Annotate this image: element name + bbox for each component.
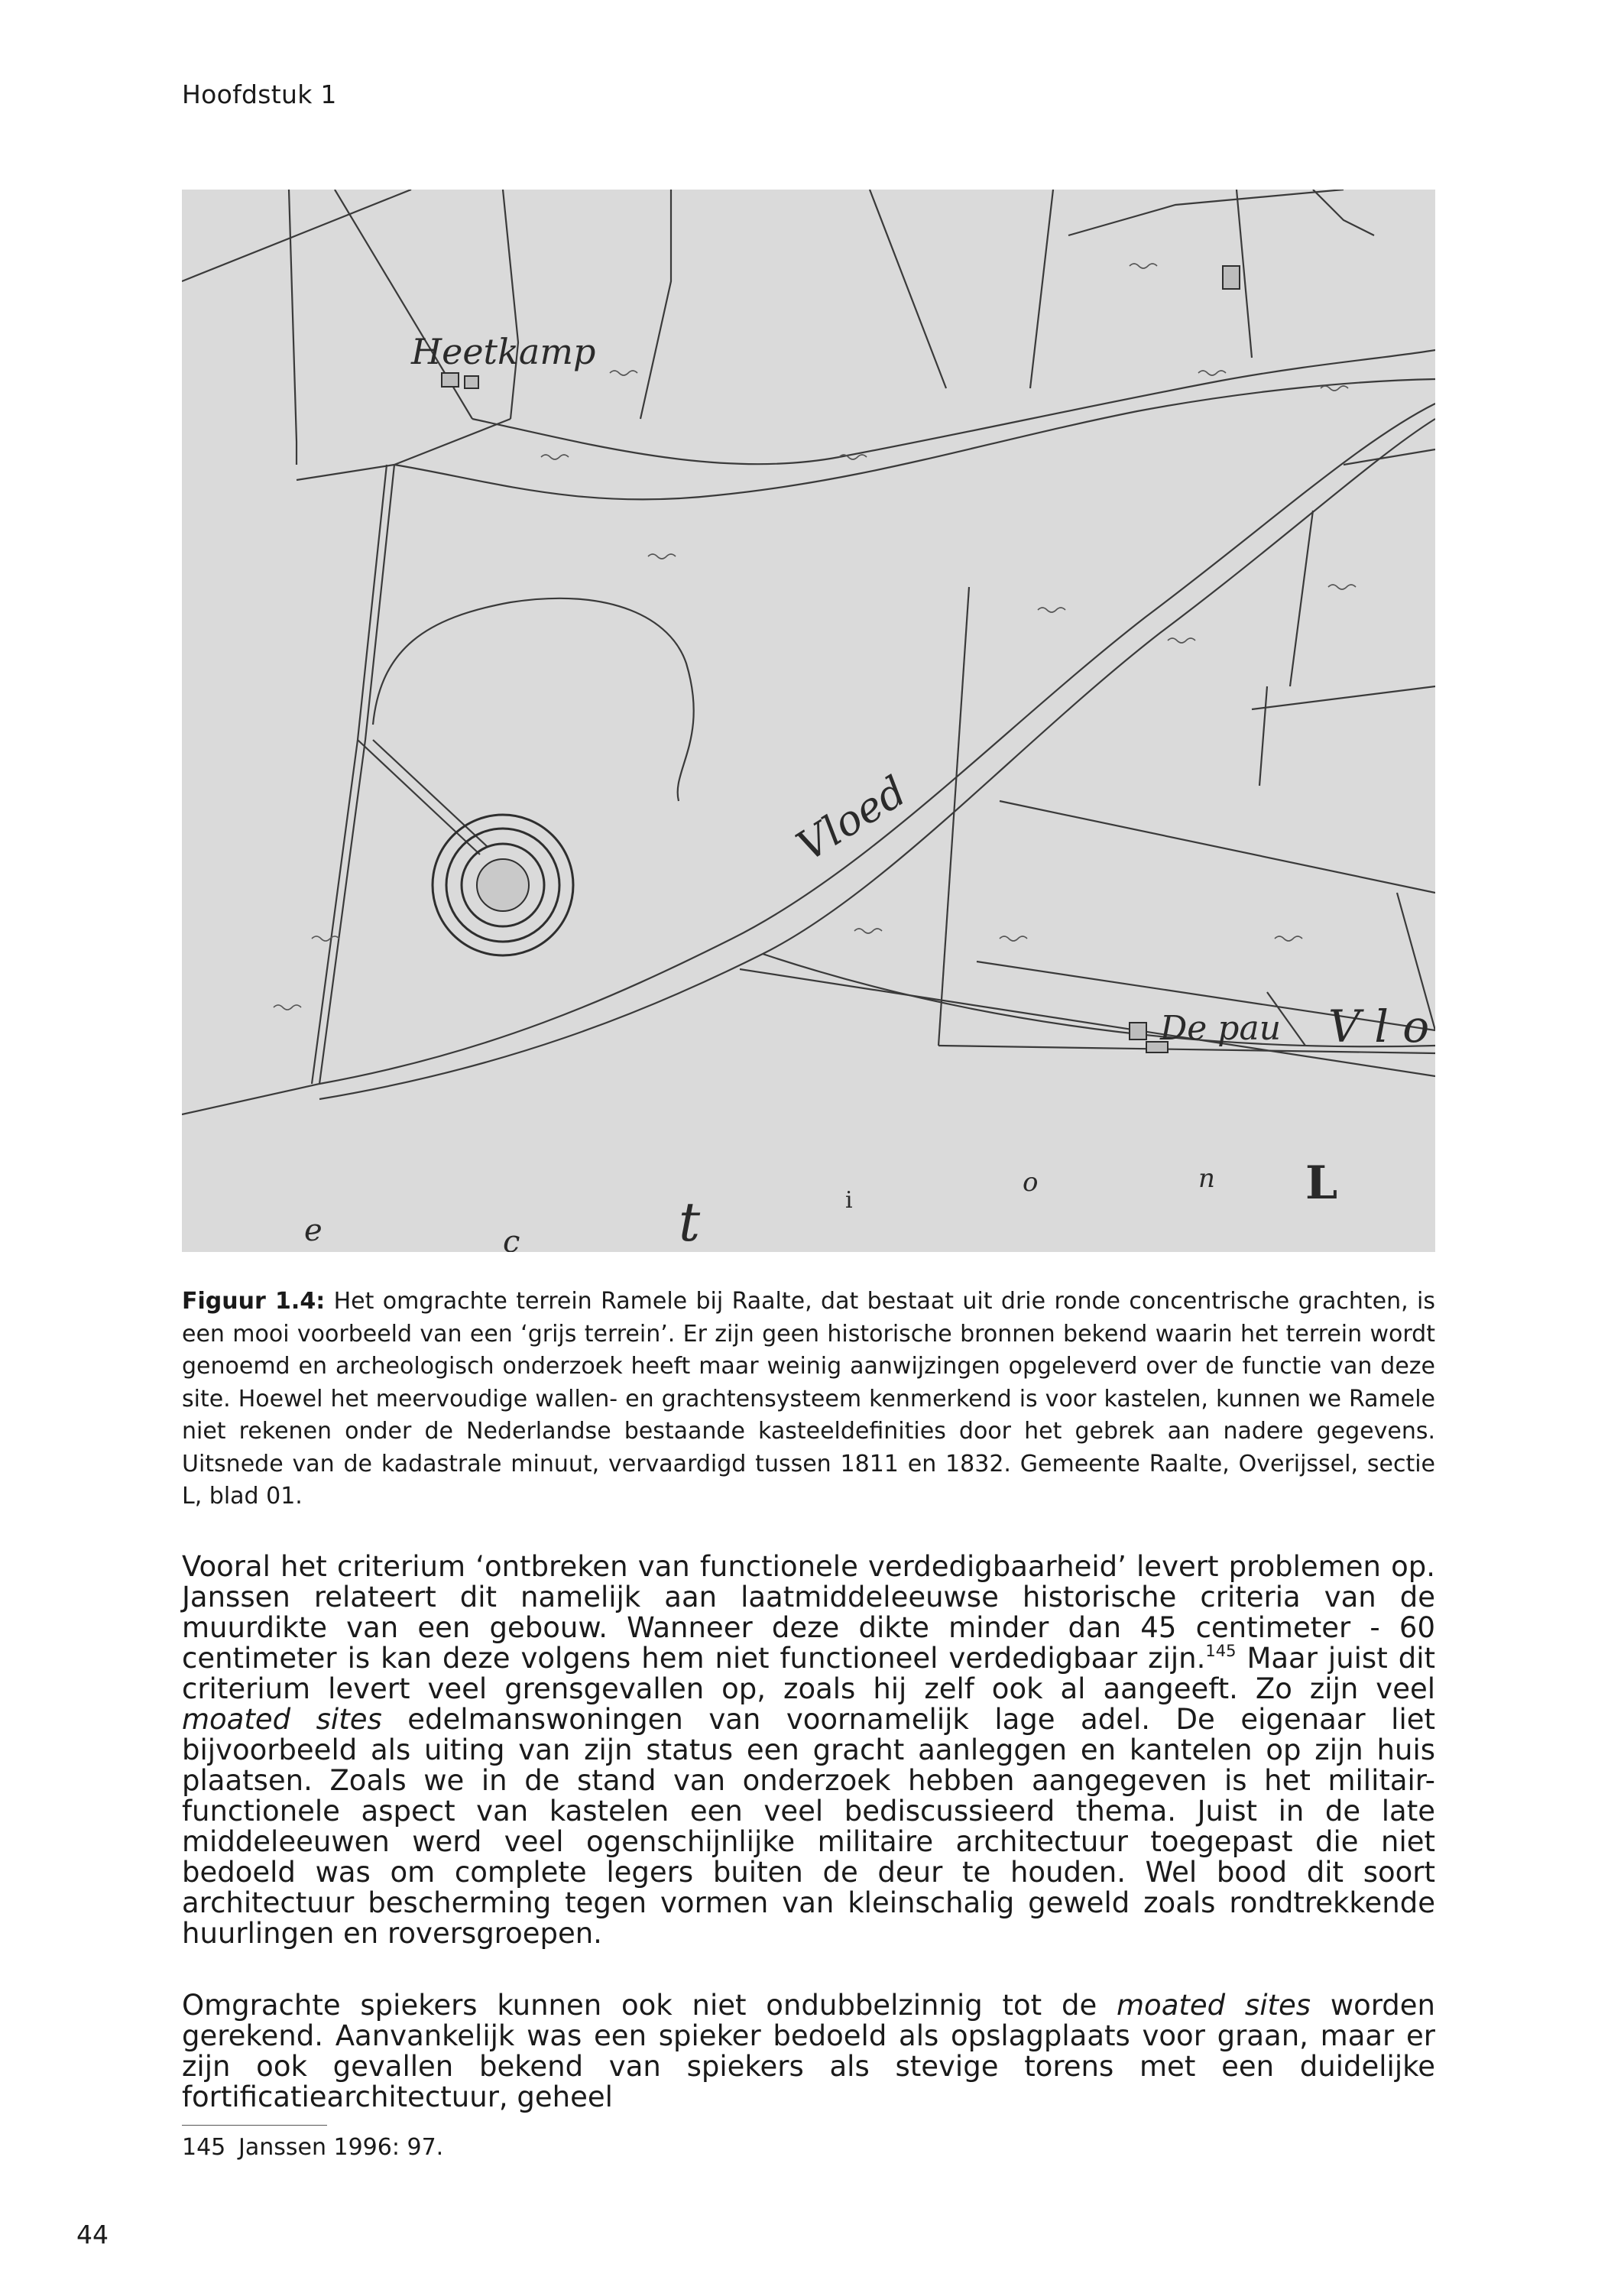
map-bottom-letter-4: i — [845, 1187, 853, 1214]
map-bottom-letter-6: n — [1198, 1163, 1215, 1194]
running-head: Hoofdstuk 1 — [182, 79, 337, 109]
paragraph-2-part-a: Omgrachte spiekers kunnen ook niet ondubbelzinnig tot de — [182, 1989, 1117, 2022]
footnote-text: Janssen 1996: 97. — [238, 2134, 444, 2161]
map-label-heetkamp: Heetkamp — [411, 331, 596, 372]
cadastral-map-image — [182, 190, 1435, 1252]
cadastral-map-figure — [182, 190, 1435, 1252]
figure-caption — [182, 1286, 1435, 1513]
paragraph-2-part-b: worden gerekend. Aanvankelijk was een spieker bedoeld als opslagplaats voor graan, maar er zijn ook gevallen bekend van spiekers als stevige torens met een duidelijke fortificatiearchitectuur, geheel — [182, 1989, 1435, 2113]
paragraph-2-italic-term: moated sites — [1117, 1989, 1311, 2022]
map-bottom-letter-3: t — [679, 1191, 701, 1252]
map-label-vlo: V l o — [1328, 1001, 1430, 1052]
footnote — [182, 2132, 443, 2163]
paragraph-1-italic-term: moated sites — [182, 1703, 382, 1736]
map-label-vloed: Vloed — [788, 767, 915, 871]
map-label-depau: De pau — [1160, 1009, 1282, 1048]
paragraph-1 — [182, 1552, 1435, 1949]
footnote-reference[interactable]: 145 — [1205, 1642, 1237, 1660]
figure-caption-text: Het omgrachte terrein Ramele bij Raalte, dat bestaat uit drie ronde concentrische grachten, is een mooi voorbeeld van een ‘grijs terrein’. Er zijn geen historische bronnen bekend waarin het terrein wordt genoemd en archeologisch onderzoek heeft maar weinig aanwijzingen opgeleverd over de functie van deze site. Hoewel het meervoudige wallen- en grachtensysteem kenmerkend is voor kastelen, kunnen we Ramele niet rekenen onder de Nederlandse bestaande kasteeldefinities door het gebrek aan nadere gegevens. Uitsnede van de kadastrale minuut, vervaardigd tussen 1811 en 1832. Gemeente Raalte, Overijssel, sectie L, blad 01. — [182, 1288, 1435, 1510]
map-bottom-letter-2: c — [503, 1224, 520, 1252]
paragraph-2 — [182, 1990, 1435, 2113]
paragraph-1-part-c: edelmanswoningen van voornamelijk lage adel. De eigenaar liet bijvoorbeeld als uiting van zijn status een gracht aanleggen en kantelen op zijn huis plaatsen. Zoals we in de stand van onderzoek hebben aangegeven is het militair-functionele aspect van kastelen een veel bediscussieerd thema. Juist in de late middeleeuwen werd veel ogenschijnlijke militaire architectuur toegepast die niet bedoeld was om complete legers buiten de deur te houden. Wel bood dit soort architectuur bescherming tegen vormen van kleinschalig geweld zoals rondtrekkende huurlingen en roversgroepen. — [182, 1703, 1435, 1950]
map-label-section: L — [1305, 1156, 1338, 1210]
paragraph-1-part-b: Maar juist dit criterium levert veel grensgevallen op, zoals hij zelf ook al aangeeft. Zo zijn veel — [182, 1642, 1435, 1705]
page-number: 44 — [76, 2220, 109, 2249]
map-bottom-letter-1: e — [304, 1213, 323, 1248]
figure-caption-label: Figuur 1.4: — [182, 1288, 326, 1315]
paragraph-1-part-a: Vooral het criterium ‘ontbreken van functionele verdedigbaarheid’ levert problemen op. Janssen relateert dit namelijk aan laatmiddeleeuwse historische criteria van de muurdikte van een gebouw. Wanneer deze dikte minder dan 45 centimeter - 60 centimeter is kan deze volgens hem niet functioneel verdedigbaar zijn. — [182, 1550, 1435, 1675]
map-bottom-letter-5: o — [1023, 1167, 1039, 1198]
footnote-divider — [182, 2125, 327, 2126]
footnote-number: 145 — [182, 2134, 226, 2161]
